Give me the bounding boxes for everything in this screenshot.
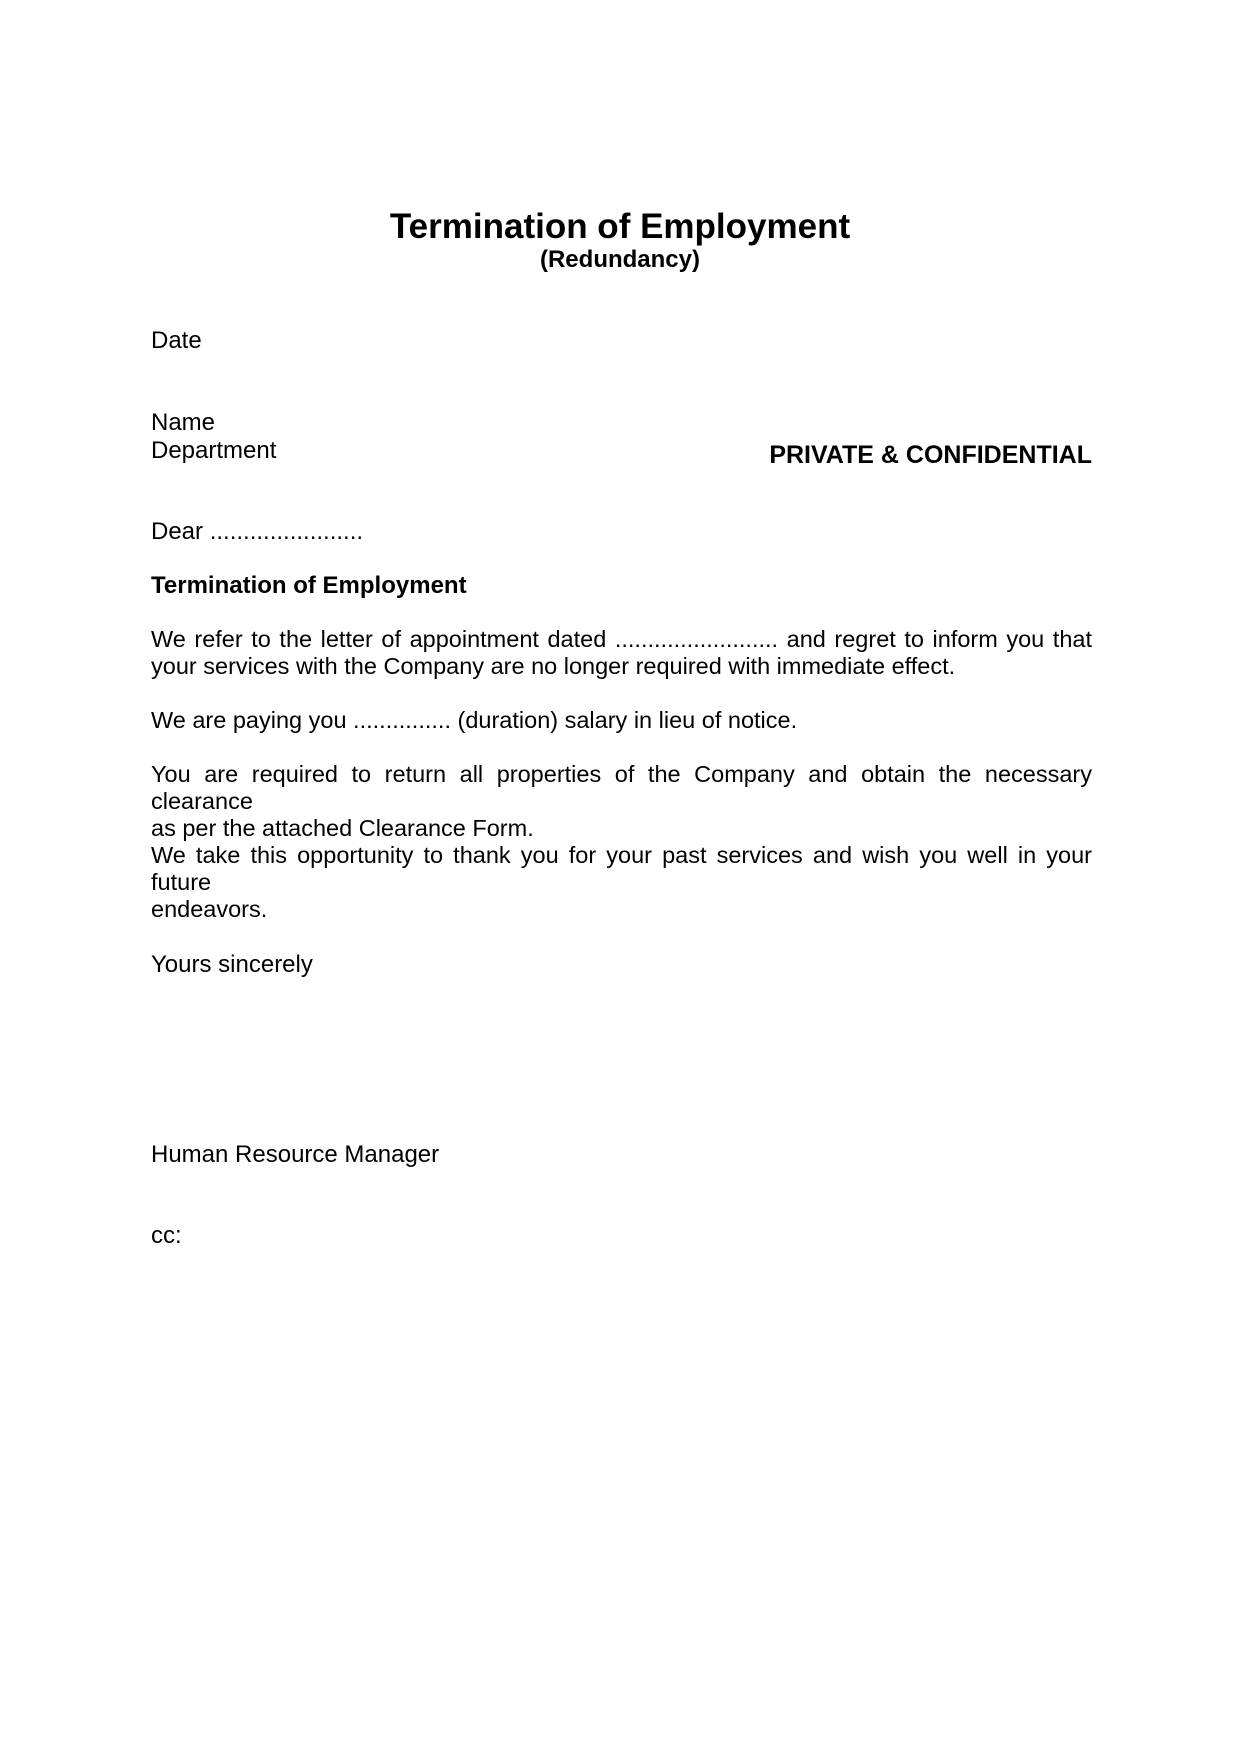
paragraph-line: You are required to return all properties of the Company and obtain the necessary clearance xyxy=(151,761,1092,814)
paragraph-line: We refer to the letter of appointment dated ......................... and regret to inform you that xyxy=(151,626,1092,652)
paragraph-line: as per the attached Clearance Form. xyxy=(151,815,534,841)
paragraph-appointment xyxy=(151,626,1092,680)
recipient-department: Department xyxy=(151,437,277,464)
salutation: Dear ....................... xyxy=(151,518,364,545)
recipient-name: Name xyxy=(151,409,216,436)
paragraph-line: We take this opportunity to thank you for your past services and wish you well in your future xyxy=(151,842,1092,895)
paragraph-line: We are paying you ............... (duration) salary in lieu of notice. xyxy=(151,707,798,733)
signatory-title: Human Resource Manager xyxy=(151,1141,440,1168)
private-confidential-label: PRIVATE & CONFIDENTIAL xyxy=(769,441,1092,469)
subject-heading: Termination of Employment xyxy=(151,572,467,599)
paragraph-properties xyxy=(151,761,1092,842)
paragraph-thanks xyxy=(151,842,1092,923)
paragraph-salary xyxy=(151,707,1092,734)
cc-label: cc: xyxy=(151,1222,182,1249)
paragraph-line: endeavors. xyxy=(151,896,268,922)
paragraph-line: your services with the Company are no longer required with immediate effect. xyxy=(151,653,956,679)
letter-subtitle: (Redundancy) xyxy=(539,246,700,273)
letter-title: Termination of Employment xyxy=(389,207,851,246)
closing: Yours sincerely xyxy=(151,951,313,978)
date-field: Date xyxy=(151,327,202,354)
